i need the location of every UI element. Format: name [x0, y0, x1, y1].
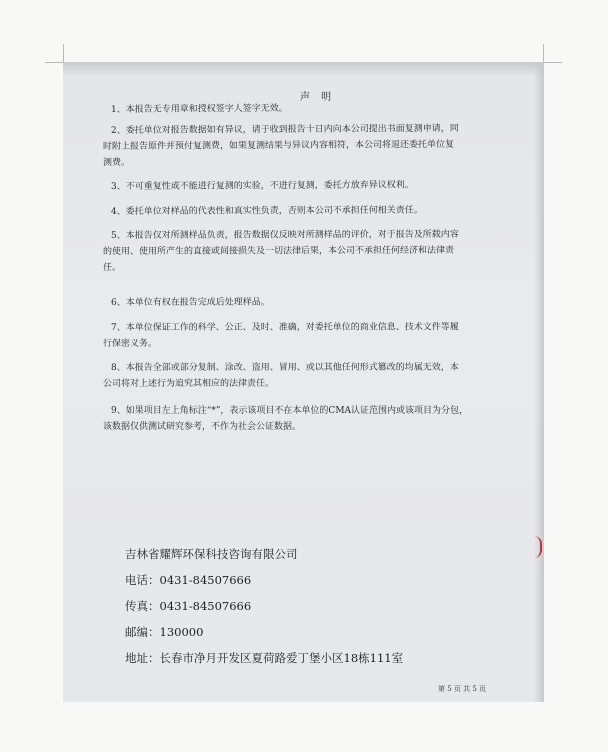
crop-mark-top-right-h [544, 62, 562, 63]
statement-item: 6、本单位有权在报告完成后处理样品。 [110, 297, 270, 308]
company-address: 地址：长春市净月开发区夏荷路爱丁堡小区18栋111室 [125, 651, 404, 665]
company-name: 吉林省耀辉环保科技咨询有限公司 [125, 547, 298, 561]
statement-item: 1、本报告无专用章和授权签字人签字无效。 [110, 103, 288, 115]
statement-item-continuation: 测费。 [102, 157, 131, 168]
crop-mark-top-left-v [63, 44, 64, 62]
statement-item: 8、本报告全部或部分复制、涂改、盗用、冒用、或以其他任何形式篡改的均属无效，本 [110, 362, 459, 374]
statement-item: 4、委托单位对样品的代表性和真实性负责，否则本公司不承担任何相关责任。 [110, 205, 423, 217]
statement-item-continuation: 该数据仅供测试研究参考，不作为社会公证数据。 [103, 421, 302, 432]
sheet-right-shadow [534, 62, 544, 702]
document-title: 声 明 [300, 92, 336, 103]
company-phone: 电话：0431-84507666 [125, 573, 252, 587]
sheet-top-shadow [63, 62, 544, 76]
statement-item-continuation: 的使用、使用所产生的直接或间接损失及一切法律后果，本公司不承担任何经济和法律责 [102, 246, 455, 258]
statement-item-continuation: 任。 [102, 263, 122, 274]
crop-mark-top-right-v [543, 44, 544, 62]
scanned-photo [63, 62, 544, 702]
statement-item: 7、本单位保证工作的科学、公正、及时、准确，对委托单位的商业信息、技术文件等履 [110, 321, 459, 333]
company-postcode: 邮编：130000 [125, 625, 204, 639]
statement-item: 3、不可重复性或不能进行复测的实验，不进行复测，委托方放弃异议权利。 [110, 180, 414, 193]
page-footer: 第 5 页 共 5 页 [438, 685, 487, 693]
statement-item-continuation: 时附上报告原件并预付复测费，如果复测结果与异议内容相符，本公司将退还委托单位复 [102, 139, 455, 152]
statement-item-continuation: 公司将对上述行为追究其相应的法律责任。 [102, 379, 275, 390]
statement-item: 5、本报告仅对所测样品负责，报告数据仅反映对所测样品的评价，对于报告及所载内容 [110, 230, 459, 242]
statement-item-continuation: 行保密义务。 [102, 338, 158, 349]
statement-item: 9、如果项目左上角标注“*”，表示该项目不在本单位的CMA认证范围内或该项目为分包， [111, 405, 469, 416]
crop-mark-top-left-h [45, 62, 63, 63]
company-fax: 传真：0431-84507666 [125, 599, 252, 613]
statement-item: 2、委托单位对报告数据如有异议，请于收到报告十日内向本公司提出书面复测申请，同 [110, 123, 459, 136]
